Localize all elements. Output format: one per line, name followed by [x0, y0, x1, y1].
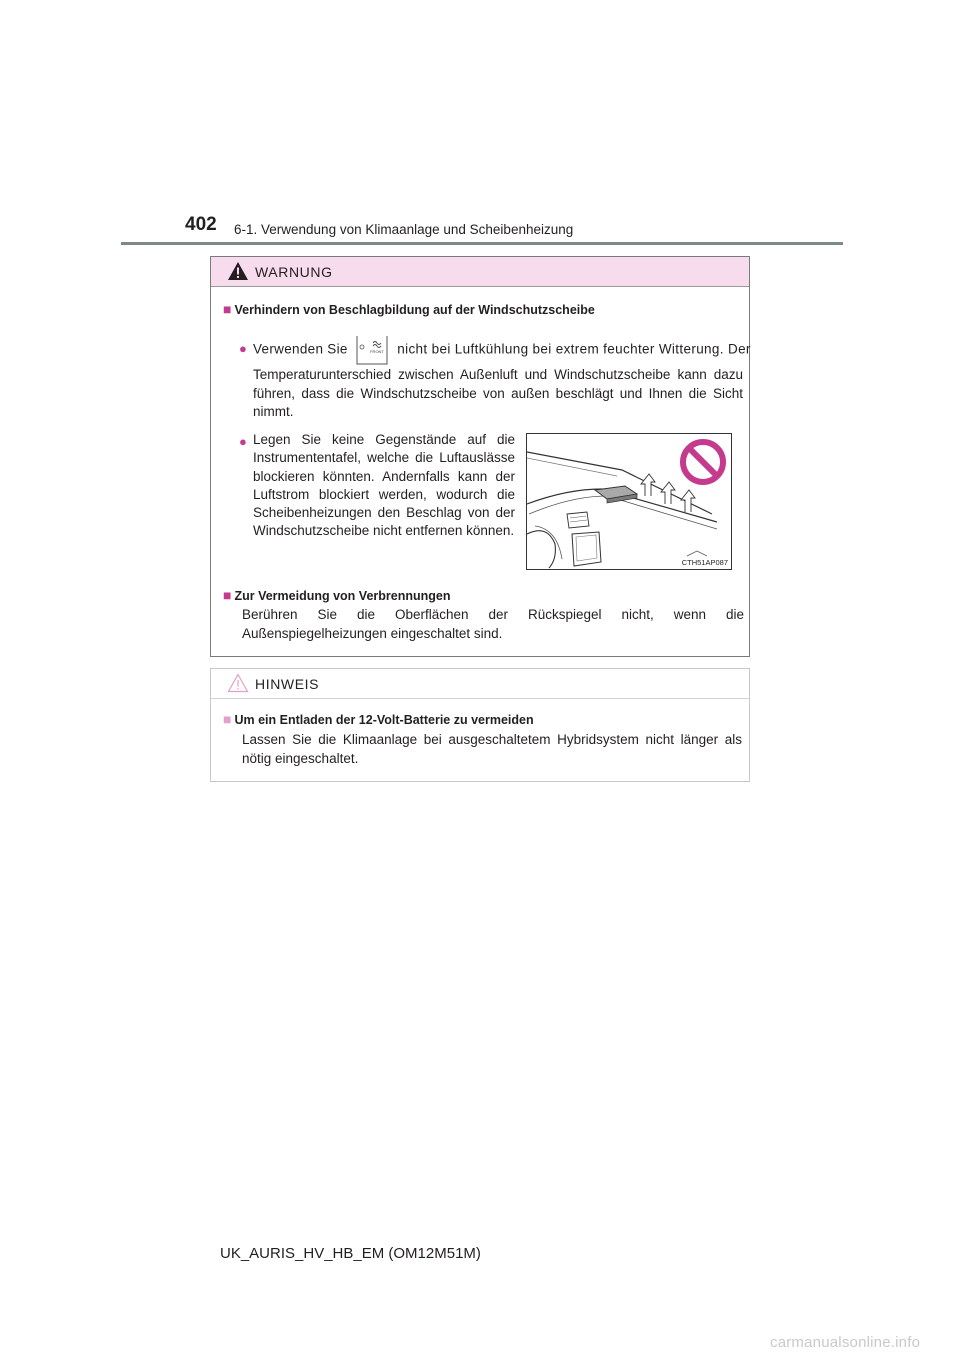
notice-label: HINWEIS [255, 676, 320, 692]
square-bullet-icon: ■ [223, 301, 232, 317]
figure-code: CTH51AP087 [681, 558, 728, 567]
front-defroster-button-icon [355, 334, 389, 366]
square-bullet-icon: ■ [223, 711, 232, 727]
page-number: 402 [185, 214, 217, 235]
warning-header [211, 257, 749, 287]
warning-label: WARNUNG [255, 264, 333, 280]
round-bullet-icon: ● [239, 341, 247, 356]
notice-heading: ■ Um ein Entladen der 12-Volt-Batterie zu vermeiden [223, 711, 534, 727]
header-rule [121, 242, 843, 245]
warning-heading-burns: ■ Zur Vermeidung von Verbrennungen [223, 587, 451, 603]
round-bullet-icon: ● [239, 434, 247, 449]
notice-text: Lassen Sie die Klimaanlage bei ausgeschaltetem Hybridsystem nicht länger als nötig eingeschaltet. [242, 732, 742, 766]
dashboard-illustration [527, 434, 731, 569]
dashboard-figure [526, 433, 732, 570]
notice-header [211, 669, 749, 699]
warning-triangle-icon [227, 261, 249, 281]
bullet2-text: Legen Sie keine Gegenstände auf die Instrumententafel, welche die Luftauslässe blockieren könnten. Andernfalls kann der Luftstrom blockiert werden, wodurch die Scheibenheizungen den Beschlag von der Windschutzscheibe nicht entfernen können. [253, 432, 515, 539]
caution-outline-icon [227, 673, 249, 693]
bullet1-first-line: Verwenden Sie FRONT nicht bei Luftkühlung bei extrem feuchter Witterung. Der [253, 334, 743, 366]
warning-box [210, 256, 750, 657]
warning-heading-defog: ■ Verhindern von Beschlagbildung auf der Windschutzscheibe [223, 301, 595, 317]
notice-box [210, 668, 750, 782]
section-title: 6-1. Verwendung von Klimaanlage und Scheibenheizung [234, 222, 574, 237]
watermark: carmanualsonline.info [770, 1334, 921, 1351]
burns-text: Berühren Sie die Oberflächen der Rückspiegel nicht, wenn die Außenspiegelheizungen eingeschaltet sind. [242, 607, 744, 641]
svg-text:FRONT: FRONT [370, 349, 385, 354]
manual-code: UK_AURIS_HV_HB_EM (OM12M51M) [220, 1245, 481, 1262]
square-bullet-icon: ■ [223, 587, 232, 603]
bullet1-rest: Temperaturunterschied zwischen Außenluft und Windschutzscheibe kann dazu führen, dass die Windschutzscheibe von außen beschlägt und Ihnen die Sicht nimmt. [253, 367, 743, 419]
